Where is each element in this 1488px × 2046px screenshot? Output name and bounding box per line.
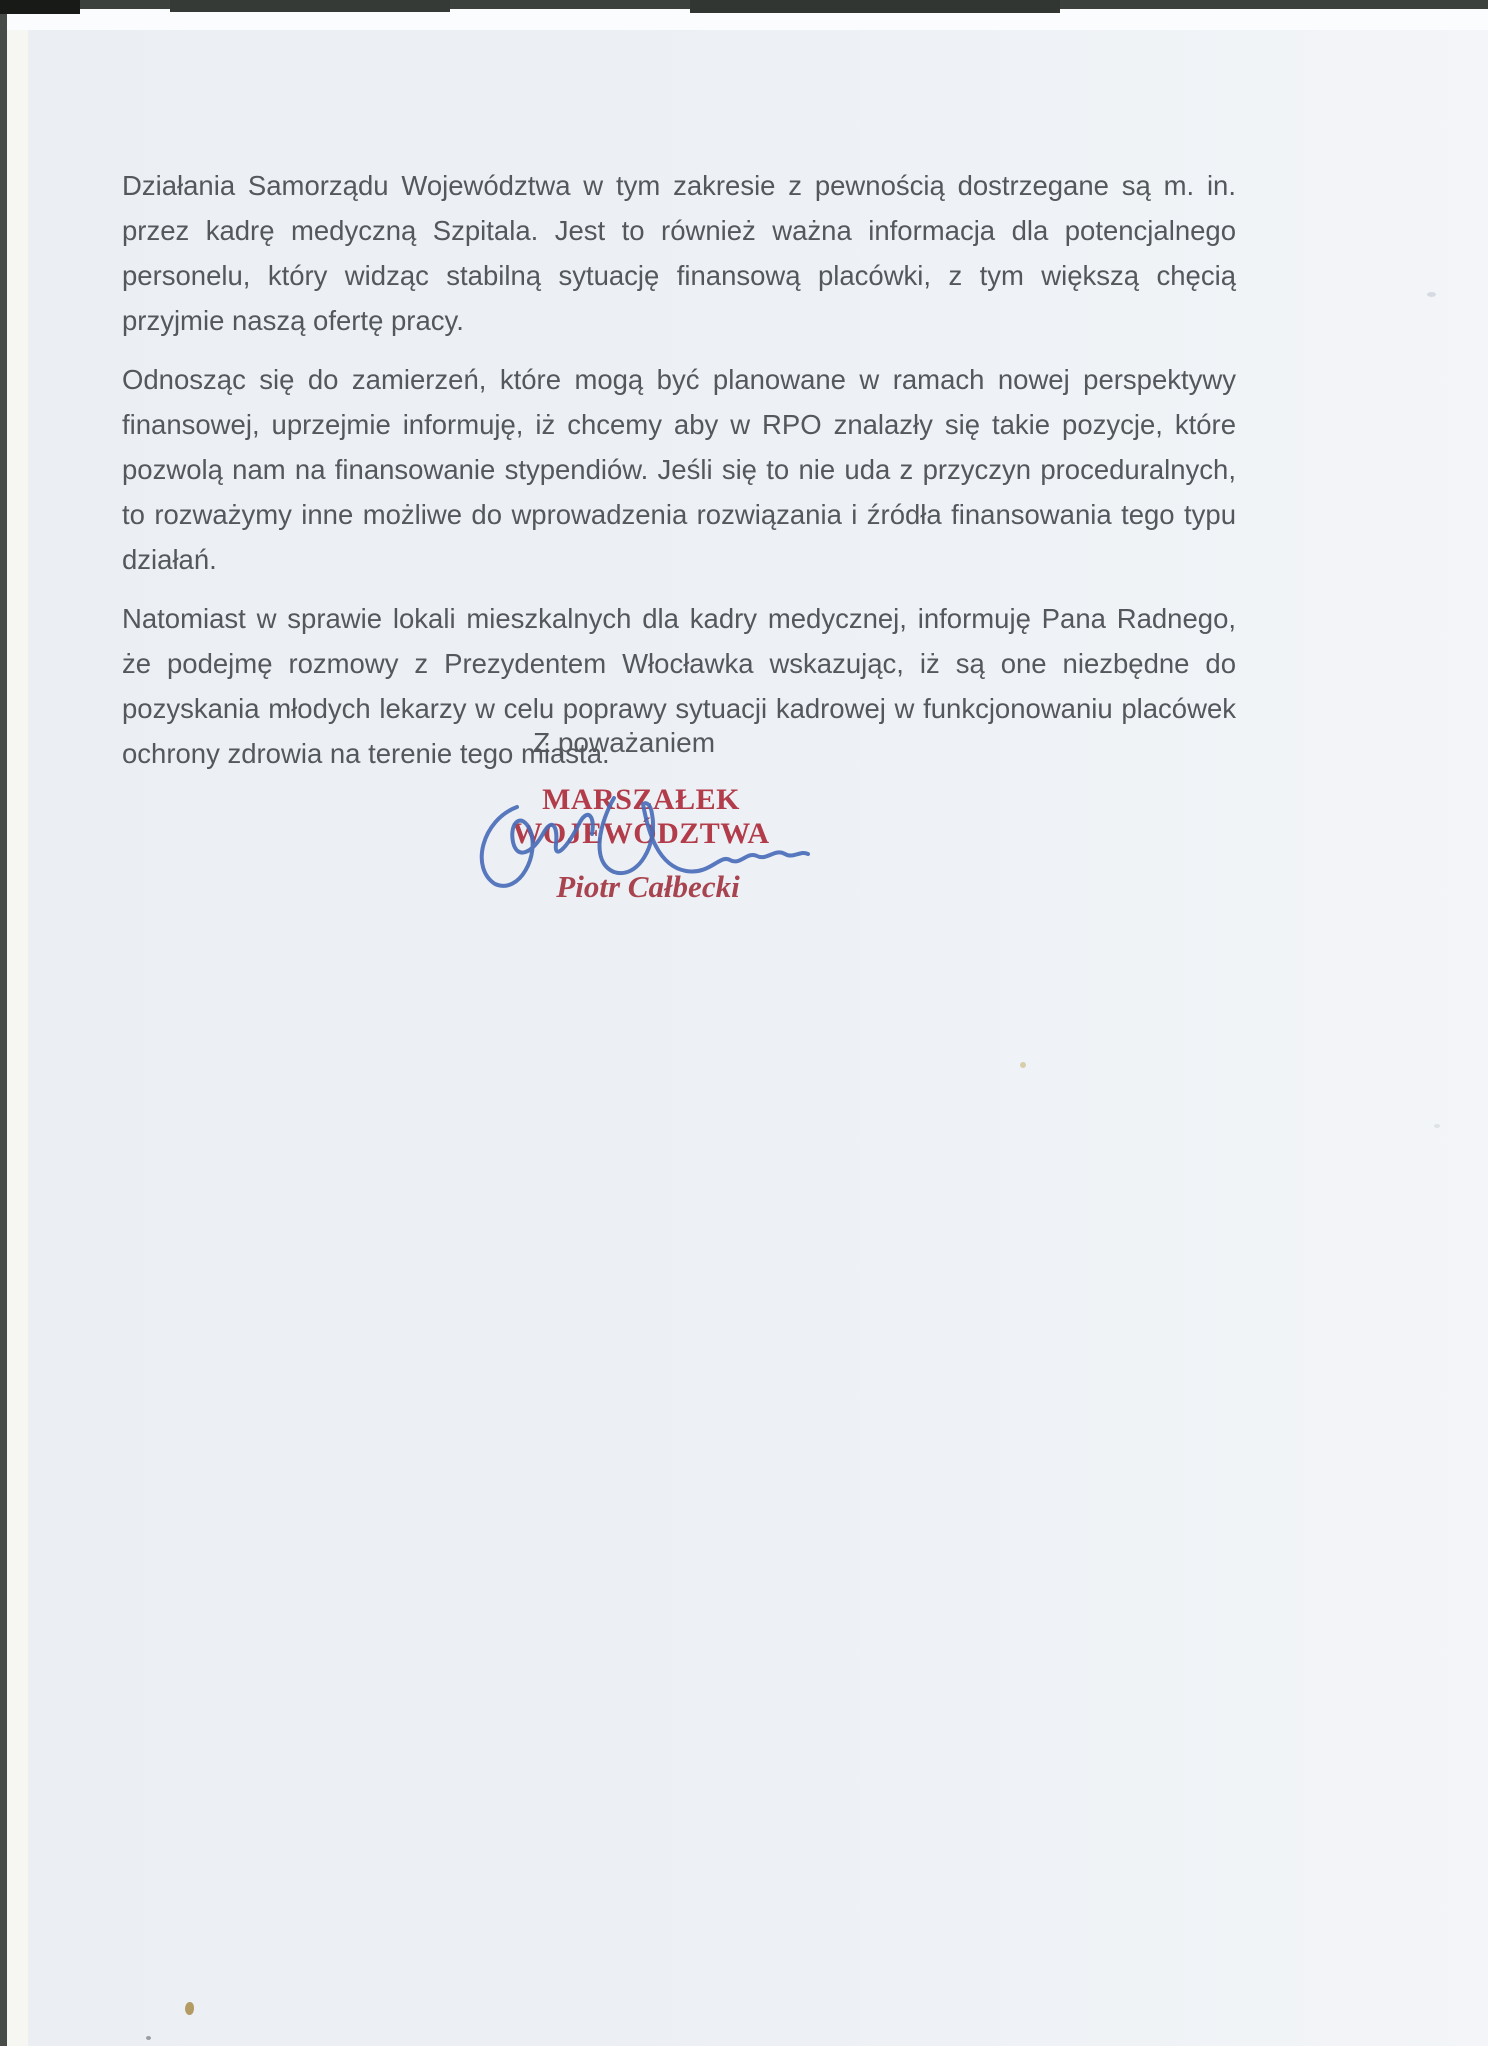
- signer-name: Piotr Całbecki: [556, 869, 740, 904]
- scan-speck: [185, 2002, 194, 2015]
- scan-speck: [1434, 1124, 1440, 1128]
- paragraph-2: Odnosząc się do zamierzeń, które mogą być planowane w ramach nowej perspektywy finansowej, uprzejmie informuję, iż chcemy aby w RPO znalazły się takie pozycje, które pozwolą nam na finansowanie stypendiów. Jeśli się to nie uda z przyczyn proceduralnych, to rozważymy inne możliwe do wprowadzenia rozwiązania i źródła finansowania tego typu działań.: [122, 364, 1236, 575]
- marshal-title-stamp: MARSZAŁEK WOJEWÓDZTWA: [512, 783, 770, 850]
- scan-edge-top-shadow: [170, 0, 450, 12]
- scan-speck: [1427, 292, 1436, 297]
- letter-body: [122, 163, 1236, 790]
- closing-salutation: Z poważaniem: [532, 727, 716, 758]
- paper-edge-left: [7, 0, 28, 2046]
- scan-edge-left: [0, 0, 7, 2046]
- handwritten-signature: [462, 792, 857, 902]
- scan-edge-top-shadow: [690, 0, 1060, 13]
- paragraph-3: Natomiast w sprawie lokali mieszkalnych dla kadry medycznej, informuję Pana Radnego, że podejmę rozmowy z Prezydentem Włocławka wskazując, iż są one niezbędne do pozyskania młodych lekarzy w celu poprawy sytuacji kadrowej w funkcjonowaniu placówek ochrony zdrowia na terenie tego miasta.: [122, 603, 1236, 769]
- scan-speck: [1020, 1062, 1026, 1068]
- scan-corner-mark: [0, 0, 80, 14]
- scan-speck: [146, 2036, 151, 2040]
- paragraph-1: Działania Samorządu Województwa w tym zakresie z pewnością dostrzegane są m. in. przez kadrę medyczną Szpitala. Jest to również ważna informacja dla potencjalnego personelu, który widząc stabilną sytuację finansową placówki, z tym większą chęcią przyjmie naszą ofertę pracy.: [122, 170, 1236, 336]
